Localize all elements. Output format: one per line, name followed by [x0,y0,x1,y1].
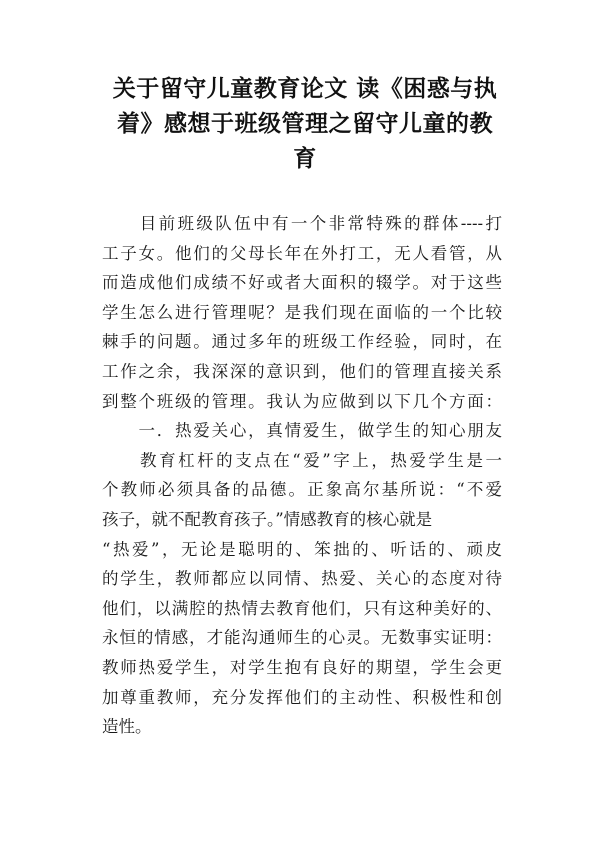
body-line: 教师热爱学生，对学生抱有良好的期望，学生会更 [102,657,502,677]
body-line: 造性。 [102,717,152,737]
body-line: 孩子，就不配教育孩子。”情感教育的核心就是 [102,509,433,529]
body-line: 到整个班级的管理。我认为应做到以下几个方面： [102,391,502,411]
body-line: 工子女。他们的父母长年在外打工，无人看管，从 [102,243,502,263]
document-body [102,209,502,742]
title-line: 着》感想于班级管理之留守儿童的教 [117,111,493,137]
body-line: 而造成他们成绩不好或者大面积的辍学。对于这些 [102,273,502,293]
section-heading: 一．热爱关心，真情爱生，做学生的知心朋友 [102,421,502,441]
title-line: 育 [293,146,317,172]
body-line: 学生怎么进行管理呢？是我们现在面临的一个比较 [102,302,502,322]
body-line: 目前班级队伍中有一个非常特殊的群体----打 [102,214,502,233]
body-line: 他们，以满腔的热情去教育他们，只有这种美好的、 [102,598,502,618]
body-line: 教育杠杆的支点在“爱”字上，热爱学生是一 [102,450,502,470]
title-line: 关于留守儿童教育论文 读《困惑与执 [112,76,498,102]
body-line: 的学生，教师都应以同情、热爱、关心的态度对待 [102,569,502,589]
body-line: 个教师必须具备的品德。正象高尔基所说：“不爱 [102,480,502,500]
body-line: 加尊重教师，充分发挥他们的主动性、积极性和创 [102,687,502,707]
body-line: 棘手的问题。通过多年的班级工作经验，同时，在 [102,332,502,352]
document-title [95,72,515,177]
body-line: 永恒的情感，才能沟通师生的心灵。无数事实证明： [102,628,502,648]
body-line: 工作之余，我深深的意识到，他们的管理直接关系 [102,361,502,381]
body-line: “热爱”，无论是聪明的、笨拙的、听话的、顽皮 [102,539,502,559]
